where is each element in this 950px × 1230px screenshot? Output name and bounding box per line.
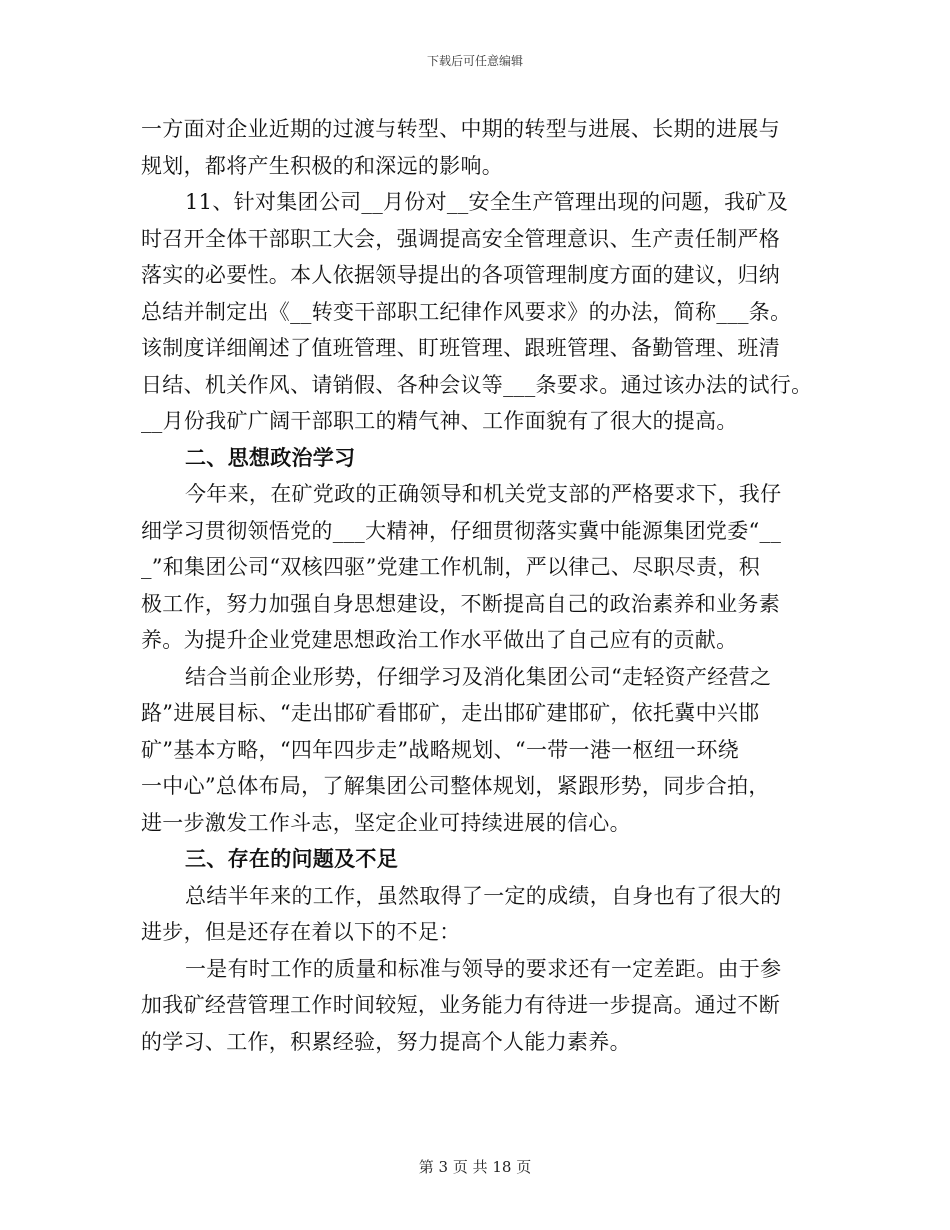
text-line: 极工作，努力加强自身思想建设，不断提高自己的政治素养和业务素 (141, 591, 780, 616)
text-line: 总结半年来的工作，虽然取得了一定的成绩，自身也有了很大的 (185, 883, 782, 908)
text-line: 矿”基本方略，“四年四步走”战略规划、“一带一港一枢纽一环绕 (141, 737, 739, 762)
text-line: 进步，但是还存在着以下的不足： (141, 920, 461, 944)
text-line: 进一步激发工作斗志，坚定企业可持续进展的信心。 (141, 810, 631, 835)
text-line: 总结并制定出《__转变干部职工纪律作风要求》的办法，简称___条。 (141, 299, 792, 324)
text-line: 该制度详细阐述了值班管理、盯班管理、跟班管理、备勤管理、班清 (141, 336, 780, 360)
text-line: 11、针对集团公司__月份对__安全生产管理出现的问题，我矿及 (185, 190, 789, 214)
text-line: 细学习贯彻领悟党的___大精神，仔细贯彻落实冀中能源集团党委“__ (141, 518, 782, 543)
text-line: __月份我矿广阔干部职工的精气神、工作面貌有了很大的提高。 (141, 409, 738, 433)
text-line: 一是有时工作的质量和标准与领导的要求还有一定差距。由于参 (185, 956, 782, 981)
text-line: 时召开全体干部职工大会，强调提高安全管理意识、生产责任制严格 (141, 226, 780, 251)
page-number: 第 3 页 共 18 页 (418, 1158, 532, 1176)
text-line: 结合当前企业形势，仔细学习及消化集团公司“走轻资产经营之 (185, 664, 772, 689)
text-line: 今年来，在矿党政的正确领导和机关党支部的严格要求下，我仔 (185, 482, 782, 506)
text-line: _”和集团公司“双核四驱”党建工作机制，严以律己、尽职尽责，积 (141, 555, 761, 579)
text-line: 的学习、工作，积累经验，努力提高个人能力素养。 (141, 1029, 631, 1054)
text-line: 落实的必要性。本人依据领导提出的各项管理制度方面的建议，归纳 (141, 263, 780, 287)
text-line: 养。为提升企业党建思想政治工作水平做出了自己应有的贡献。 (141, 628, 738, 652)
text-line: 一方面对企业近期的过渡与转型、中期的转型与进展、长期的进展与 (141, 117, 780, 141)
section-heading: 三、存在的问题及不足 (185, 846, 398, 871)
page-header: 下载后可任意编辑 (426, 54, 523, 68)
text-line: 加我矿经营管理工作时间较短，业务能力有待进一步提高。通过不断 (141, 993, 780, 1017)
section-heading: 二、思想政治学习 (185, 444, 356, 470)
text-line: 一中心”总体布局，了解集团公司整体规划，紧跟形势，同步合拍， (141, 774, 770, 798)
text-line: 路”进展目标、“走出邯矿看邯矿，走出邯矿建邯矿，依托冀中兴邯 (141, 701, 760, 725)
text-line: 日结、机关作风、请销假、各种会议等___条要求。通过该办法的试行。 (141, 372, 813, 397)
document-body (141, 111, 821, 1060)
text-line: 规划，都将产生积极的和深远的影响。 (141, 153, 504, 178)
